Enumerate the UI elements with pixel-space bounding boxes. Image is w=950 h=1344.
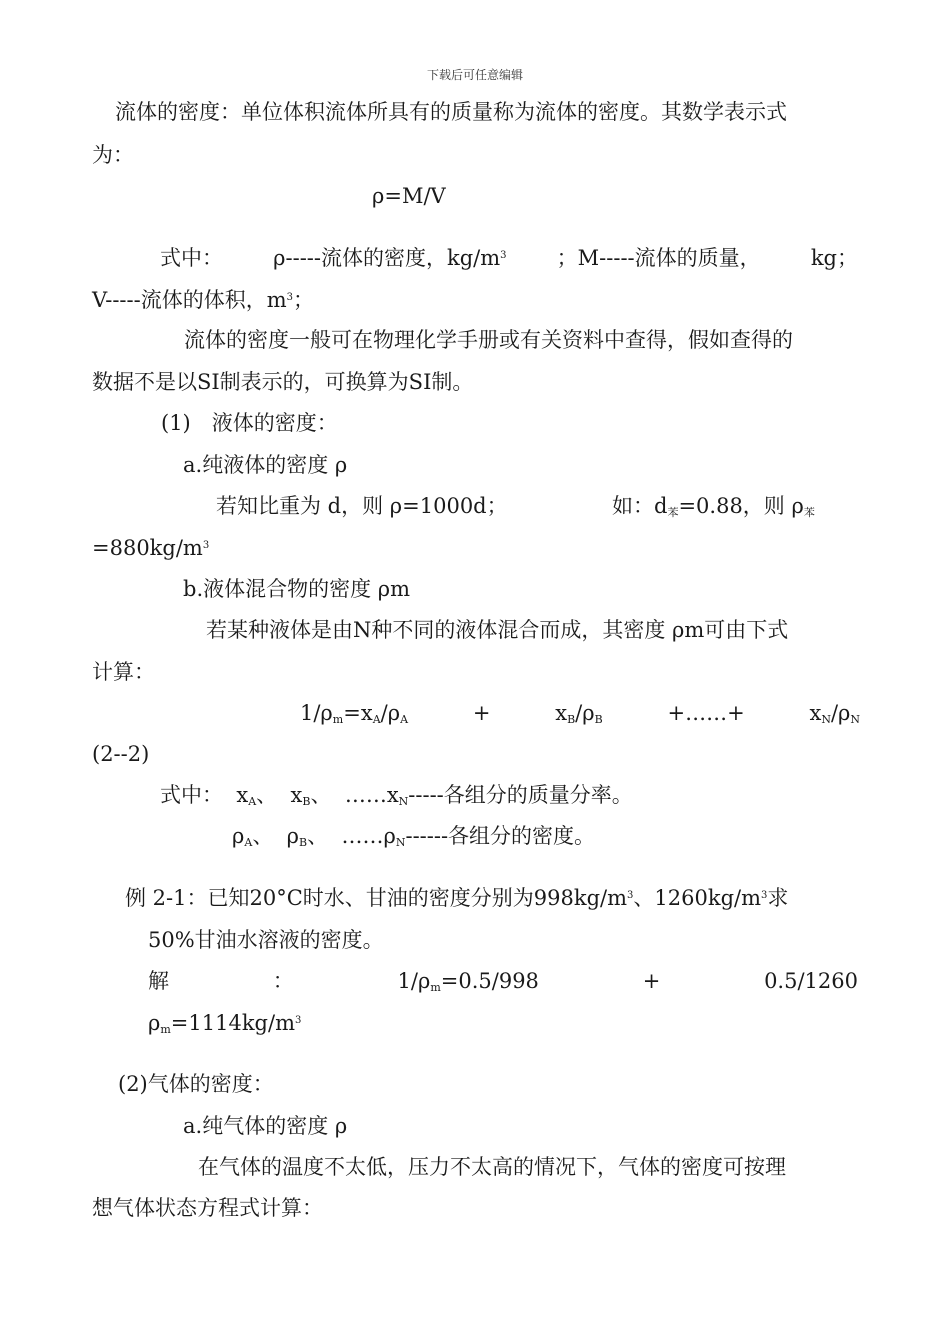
density-formula: ρ=M/V xyxy=(372,184,446,208)
gas-heading: (2)气体的密度： xyxy=(118,1072,274,1096)
pure-liquid-heading: a.纯液体的密度 ρ xyxy=(183,453,348,477)
example-line-2: 50%甘油水溶液的密度。 xyxy=(148,928,384,952)
example-result: $\rho_m=1114kg/m^3$ xyxy=(148,1011,302,1036)
legend-rho: ρ-----流体的密度，$kg/m^3$ xyxy=(273,246,507,270)
pure-gas-heading: a.纯气体的密度 ρ xyxy=(183,1114,348,1138)
mixture-heading: b.液体混合物的密度 ρm xyxy=(183,577,411,601)
note-line-1: 流体的密度一般可在物理化学手册或有关资料中查得，假如查得的 xyxy=(184,328,793,352)
solution-label: 解 xyxy=(148,969,169,993)
example-line-1: 例 2-1：已知20°C时水、甘油的密度分别为$998kg/m^3$、$1260kg/m^3$求 xyxy=(125,886,789,910)
solution-term-2: 0.5/1260 xyxy=(764,969,858,993)
solution-term-1: $1/\rho_m=0.5/998$ xyxy=(397,969,539,994)
legend-label: 式中： xyxy=(160,246,223,270)
pure-liquid-rule: 若知比重为 d，则 ρ=1000d； xyxy=(216,494,508,518)
gas-line-2: 想气体状态方程式计算： xyxy=(92,1196,323,1220)
page-header: 下载后可任意编辑 xyxy=(426,68,523,82)
mixture-line-2: 计算： xyxy=(92,660,155,684)
gas-line-1: 在气体的温度不太低，压力不太高的情况下，气体的密度可按理 xyxy=(198,1155,786,1179)
mixture-legend-x: 式中： $x_A$、 $x_B$、 $\dots\dots x_N-----$各组分的质量分率。 xyxy=(160,783,633,808)
solution-plus: + xyxy=(642,969,661,993)
note-line-2: 数据不是以SI制表示的，可换算为SI制。 xyxy=(92,370,474,394)
pure-liquid-result: $=880kg/m^3$ xyxy=(92,536,210,560)
equation-number: (2--2) xyxy=(92,742,150,766)
formula-term-b: $x_B/\rho_B$ xyxy=(555,701,603,726)
mixture-line-1: 若某种液体是由N种不同的液体混合而成，其密度 ρm可由下式 xyxy=(206,618,789,642)
legend-mass: ；M-----流体的质量， xyxy=(556,246,761,270)
formula-dots: +……+ xyxy=(667,701,745,725)
intro-line-2: 为： xyxy=(92,143,134,167)
pure-liquid-example: 如：$d_苯=0.88$，则 $\rho_苯$ xyxy=(612,494,815,519)
mixture-formula xyxy=(300,701,860,725)
liquid-heading: (1) 液体的密度： xyxy=(161,411,338,435)
formula-term-n: $x_N/\rho_N$ xyxy=(809,701,860,726)
solution-colon: ： xyxy=(272,969,294,993)
legend-volume: V-----流体的体积，$m^3$； xyxy=(92,288,315,312)
formula-lhs: $1/\rho_m=x_A/\rho_A$ xyxy=(300,701,409,726)
example-solution xyxy=(148,969,858,993)
formula-legend xyxy=(160,246,858,270)
legend-mass-unit: kg； xyxy=(810,246,858,270)
formula-plus: + xyxy=(472,701,491,725)
mixture-legend-rho: $\rho_A$、 $\rho_B$、 $\dots\dots\rho_N------$各组分的密度。 xyxy=(232,824,596,849)
intro-line-1: 流体的密度：单位体积流体所具有的质量称为流体的密度。其数学表示式 xyxy=(115,100,787,124)
